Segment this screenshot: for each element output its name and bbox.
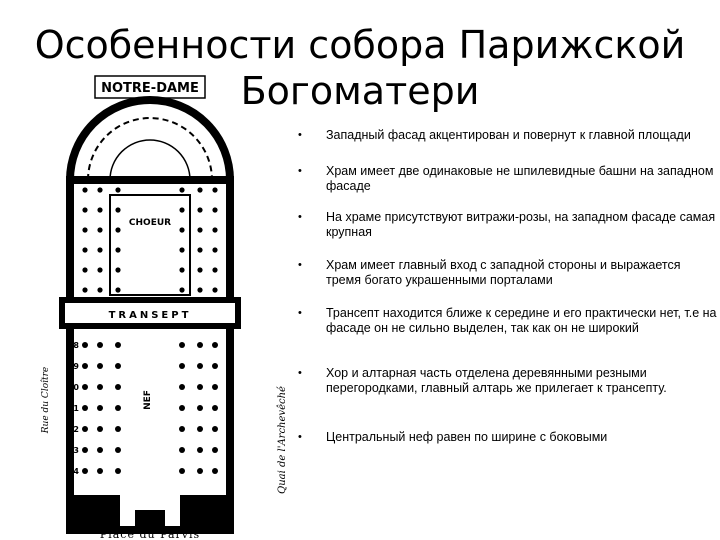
column [97,342,103,348]
plan-heading: NOTRE-DAME [101,81,199,96]
parvis-label: Place du Parvis [99,528,201,540]
column [212,426,218,432]
column [197,287,202,292]
choir-screen [110,195,190,295]
column [82,187,87,192]
row-number: 11 [67,404,79,413]
column [115,207,120,212]
column [197,207,202,212]
column [212,447,218,453]
south-tower [180,495,230,530]
column [82,363,88,369]
column [197,468,203,474]
column [179,247,184,252]
bullet-text: Хор и алтарная часть отделена деревянными резными перегородками, главный алтарь же прилегает к трансепту. [326,366,667,395]
column [82,342,88,348]
column [179,384,185,390]
column [212,342,218,348]
column [197,384,203,390]
column [179,267,184,272]
column [179,405,185,411]
north-tower [70,495,120,530]
bullet-dot-icon: • [298,129,302,141]
rue-cloitre-label: Rue du Cloître [41,366,51,434]
row-number: 13 [67,446,79,455]
column [97,405,103,411]
column [97,287,102,292]
bullet-text: На храме присутствуют витражи-розы, на западном фасаде самая крупная [326,210,716,239]
slide-title: Особенности собора Парижской Богоматери [34,23,686,113]
apse-chapels [88,118,212,180]
column [212,207,217,212]
column [115,426,121,432]
cathedral-floor-plan [0,70,300,540]
column [212,405,218,411]
column [115,384,121,390]
column [179,342,185,348]
bullet-text: Центральный неф равен по ширине с боковыми [326,430,608,444]
outer-wall [67,180,230,530]
column [212,384,218,390]
bullet-text: Западный фасад акцентирован и повернут к главной площади [326,128,691,142]
bullet-dot-icon: • [298,431,302,443]
bullet-dot-icon: • [298,165,302,177]
column [115,267,120,272]
column [179,363,185,369]
column [212,187,217,192]
column [197,267,202,272]
column [115,468,121,474]
column [115,287,120,292]
central-portal [135,510,165,530]
row-number: 8 [73,341,79,350]
column [197,363,203,369]
column [115,405,121,411]
nave-label: NEF [143,390,153,410]
column [97,426,103,432]
column [212,267,217,272]
column [197,426,203,432]
column [197,227,202,232]
row-number: 9 [73,362,79,371]
bullet-text: Храм имеет две одинаковые не шпилевидные башни на западном фасаде [326,164,714,193]
column [82,207,87,212]
bullet-dot-icon: • [298,259,302,271]
column [97,227,102,232]
column [212,287,217,292]
transept-label: TRANSEPT [108,310,192,321]
column [197,247,202,252]
bullet-dot-icon: • [298,211,302,223]
column [97,207,102,212]
bullet-dot-icon: • [298,367,302,379]
column [97,247,102,252]
column [82,287,87,292]
column [212,247,217,252]
column [212,468,218,474]
column [97,363,103,369]
column [179,187,184,192]
column [179,447,185,453]
column [97,384,103,390]
column [82,447,88,453]
column [212,363,218,369]
row-number: 10 [67,383,79,392]
column [115,187,120,192]
column [179,287,184,292]
row-number: 12 [67,425,79,434]
bullet-text: Трансепт находится ближе к середине и его практически нет, т.е на фасаде он не сильно выделен, так как он не широкий [326,306,717,335]
quai-label: Quai de l'Archevêché [277,386,288,494]
column [179,207,184,212]
bullet-text: Храм имеет главный вход с западной стороны и выражается тремя богато украшенными порталами [326,258,681,287]
column [82,267,87,272]
column [115,447,121,453]
column [97,267,102,272]
choir-label: CHOEUR [128,218,172,228]
column [115,247,120,252]
column [115,227,120,232]
column-grid [82,187,218,474]
column [179,227,184,232]
column [82,247,87,252]
row-number: 14 [67,467,79,476]
column [82,384,88,390]
apse-inner-ambulatory [110,140,190,180]
column [97,187,102,192]
column [97,447,103,453]
column [115,363,121,369]
bullet-dot-icon: • [298,307,302,319]
column [82,405,88,411]
column [97,468,103,474]
column [82,426,88,432]
column [179,426,185,432]
column [115,342,121,348]
column [179,468,185,474]
column [212,227,217,232]
column [197,187,202,192]
column [82,227,87,232]
column [82,468,88,474]
column [197,342,203,348]
column [197,405,203,411]
column [197,447,203,453]
